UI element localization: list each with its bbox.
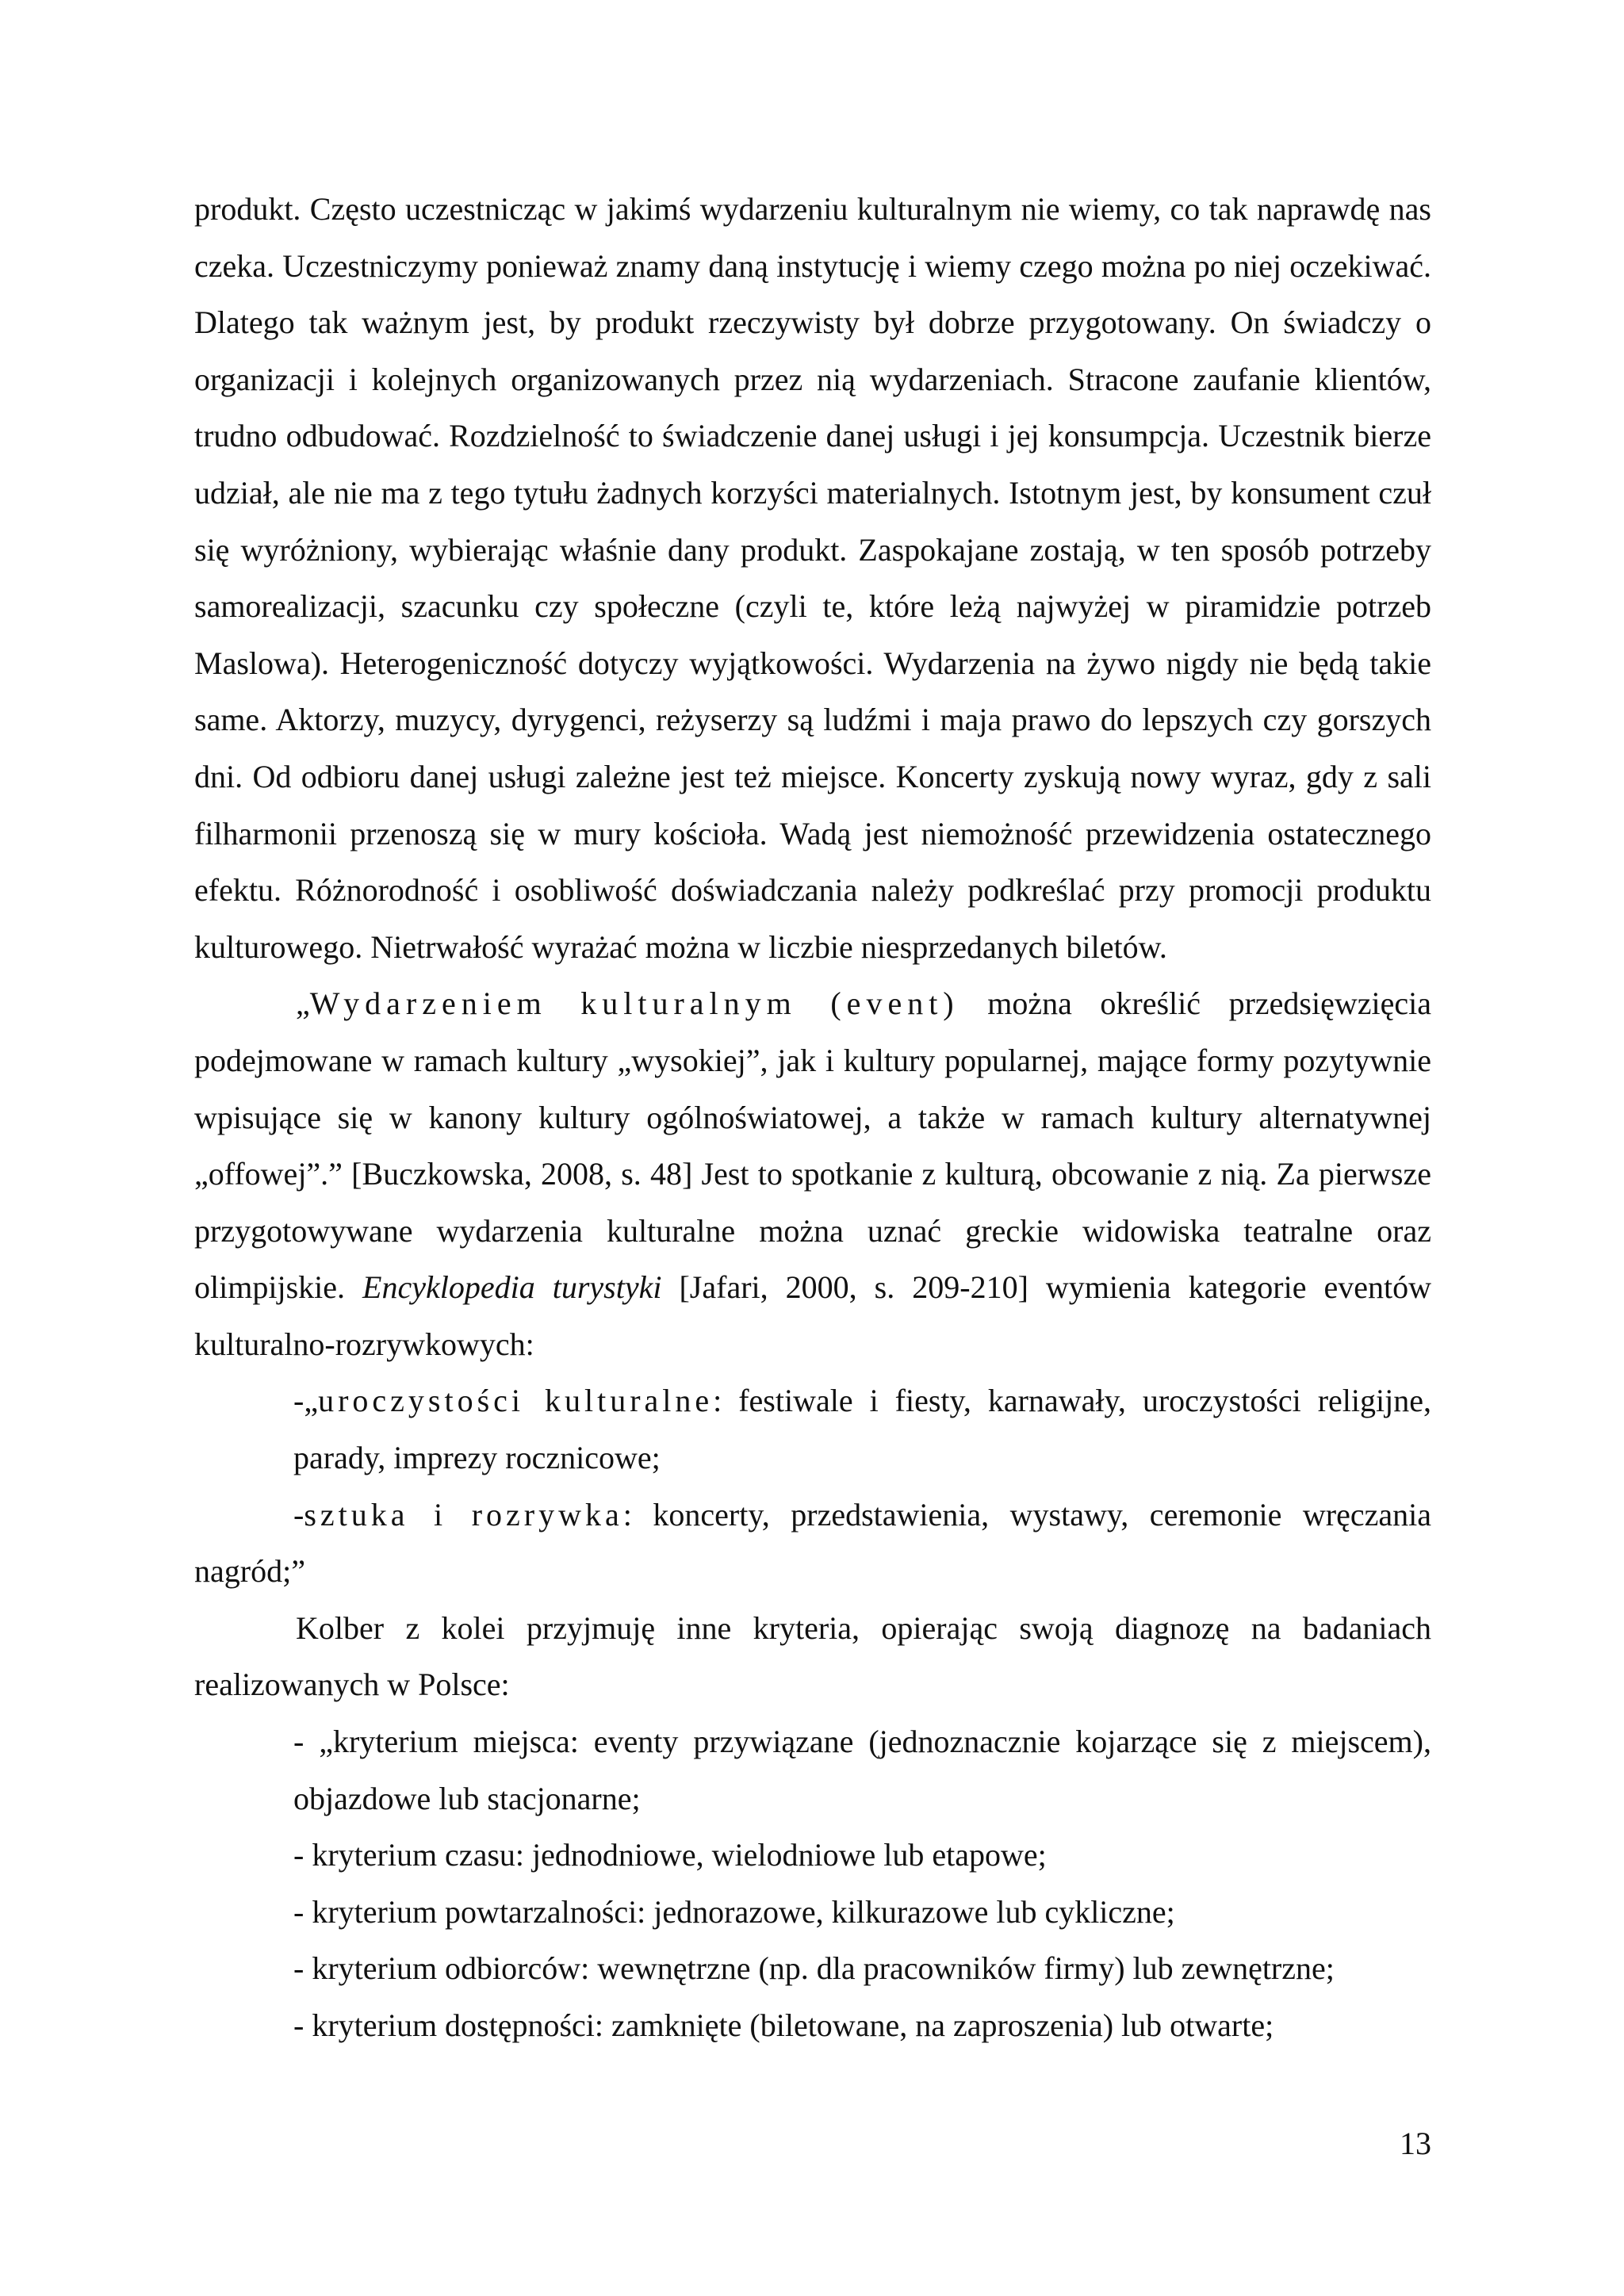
spaced-term-cultural-event: Wydarzeniem kulturalnym (event)	[309, 985, 959, 1022]
criterion-place: - „kryterium miejsca: eventy przywiązane (jednoznacznie kojarzące się z miejscem), objazdowe lub stacjonarne;	[293, 1724, 1431, 1816]
criterion-audience: - kryterium odbiorców: wewnętrzne (np. dla pracowników firmy) lub zewnętrzne;	[293, 1950, 1335, 1987]
list-item-text: : koncerty, przedstawienia, wystawy, ceremonie wręczania	[622, 1496, 1431, 1533]
definition-tail: [Jafari, 2000, s. 209-210] wymienia kategorie eventów kulturalno-rozrywkowych:	[194, 1269, 1432, 1362]
criterion-accessibility: - kryterium dostępności: zamknięte (biletowane, na zaproszenia) lub otwarte;	[293, 2007, 1274, 2043]
spaced-term-celebrations: uroczystości kulturalne	[318, 1383, 714, 1419]
list-item-continuation: nagród;”	[194, 1553, 305, 1590]
italic-book-title: Encyklopedia turystyki	[362, 1269, 662, 1306]
page-body	[194, 181, 1431, 2054]
paragraph-kolber-criteria: Kolber z kolei przyjmuję inne kryteria, opierając swoją diagnozę na badaniach realizowanych w Polsce:	[194, 1609, 1431, 1703]
page-number: 13	[1400, 2126, 1431, 2161]
quote-open: „	[296, 985, 310, 1022]
paragraph-cultural-event-definition	[194, 975, 1431, 1372]
list-item-cultural-celebrations	[194, 1372, 1431, 1486]
list-item-prefix: -„	[293, 1383, 319, 1419]
criterion-repeatability: - kryterium powtarzalności: jednorazowe, kilkurazowe lub cykliczne;	[293, 1893, 1175, 1930]
definition-text: można określić przedsięwzięcia podejmowane w ramach kultury „wysokiej”, jak i kultury popularnej, mające formy pozytywnie wpisujące się w kanony kultury ogólnoświatowej, a także w ramach kultury alternatywnej „offowej”.” [Buczkowska, 2008, s. 48] Jest to spotkanie z kulturą, obcowanie z nią. Za pierwsze przygotowywane wydarzenia kulturalne można uznać greckie widowiska teatralne oraz olimpijskie.	[194, 985, 1431, 1306]
spaced-term-art: sztuka i rozrywka	[304, 1496, 623, 1533]
list-item-prefix: -	[293, 1496, 304, 1533]
paragraph-product-features: produkt. Często uczestnicząc w jakimś wydarzeniu kulturalnym nie wiemy, co tak naprawdę nas czeka. Uczestniczymy ponieważ znamy daną instytucję i wiemy czego można po niej oczekiwać. Dlatego tak ważnym jest, by produkt rzeczywisty był dobrze przygotowany. On świadczy o organizacji i kolejnych organizowanych przez nią wydarzeniach. Stracone zaufanie klientów, trudno odbudować. Rozdzielność to świadczenie danej usługi i jej konsumpcja. Uczestnik bierze udział, ale nie ma z tego tytułu żadnych korzyści materialnych. Istotnym jest, by konsument czuł się wyróżniony, wybierając właśnie dany produkt. Zaspokajane zostają, w ten sposób potrzeby samorealizacji, szacunku czy społeczne (czyli te, które leżą najwyżej w piramidzie potrzeb Maslowa). Heterogeniczność dotyczy wyjątkowości. Wydarzenia na żywo nigdy nie będą takie same. Aktorzy, muzycy, dyrygenci, reżyserzy są ludźmi i maja prawo do lepszych czy gorszych dni. Od odbioru danej usługi zależne jest też miejsce. Koncerty zyskują nowy wyraz, gdy z sali filharmonii przenoszą się w mury kościoła. Wadą jest niemożność przewidzenia ostatecznego efektu. Różnorodność i osobliwość doświadczania należy podkreślać przy promocji produktu kulturowego. Nietrwałość wyrażać można w liczbie niesprzedanych biletów.	[194, 191, 1431, 965]
criterion-time: - kryterium czasu: jednodniowe, wielodniowe lub etapowe;	[293, 1837, 1047, 1873]
list-item-text: : festiwale i fiesty, karnawały, uroczystości religijne, parady, imprezy rocznicowe;	[293, 1383, 1432, 1476]
list-item-art-entertainment	[194, 1487, 1431, 1544]
